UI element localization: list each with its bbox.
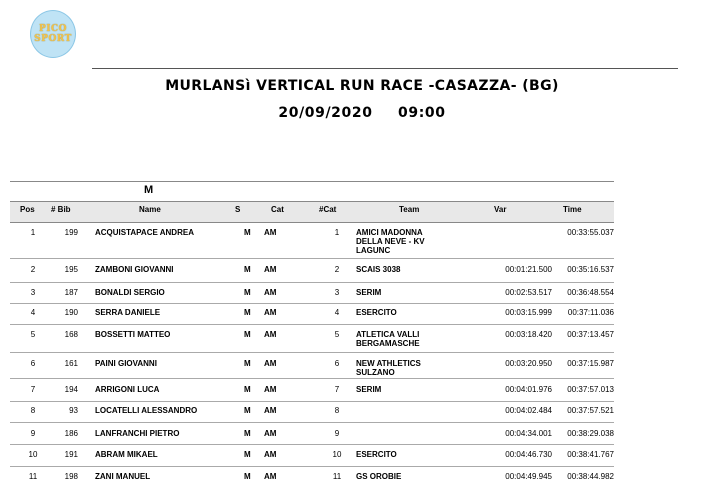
- cell-bib: 93: [69, 406, 78, 415]
- cell-cat: AM: [264, 359, 277, 368]
- cell-time: 00:37:11.036: [567, 308, 614, 317]
- cell-name: ACQUISTAPACE ANDREA: [95, 228, 194, 237]
- logo-line1: PICO: [39, 24, 67, 34]
- cell-pos: 3: [30, 288, 36, 297]
- cell-var: 00:02:53.517: [505, 288, 552, 297]
- cell-cat: AM: [264, 429, 277, 438]
- cell-sex: M: [244, 288, 251, 297]
- cell-var: 00:04:34.001: [505, 429, 552, 438]
- cell-time: 00:37:57.521: [567, 406, 614, 415]
- cell-cat: AM: [264, 450, 277, 459]
- logo-line2: SPORT: [34, 34, 72, 44]
- event-time: 09:00: [398, 105, 446, 121]
- cell-cat: AM: [264, 265, 277, 274]
- cell-time: 00:35:16.537: [567, 265, 614, 274]
- cell-bib: 195: [64, 265, 78, 274]
- team-line: ESERCITO: [356, 308, 397, 317]
- team-line: ESERCITO: [356, 450, 397, 459]
- row-divider: [10, 422, 614, 423]
- cell-sex: M: [244, 385, 251, 394]
- cell-time: 00:37:13.457: [567, 330, 614, 339]
- team-line: SERIM: [356, 288, 382, 297]
- team-line: DELLA NEVE - KV: [356, 237, 425, 246]
- row-divider: [10, 444, 614, 445]
- cell-pos: 10: [28, 450, 38, 459]
- table-header: [10, 201, 614, 223]
- col-bib-header: # Bib: [51, 205, 71, 214]
- row-divider: [10, 258, 614, 259]
- cell-sex: M: [244, 406, 251, 415]
- header-divider: [92, 68, 678, 69]
- team-line: SERIM: [356, 385, 382, 394]
- cell-team: [356, 450, 466, 459]
- col-name-header: Name: [139, 205, 161, 214]
- cell-team: [356, 288, 466, 297]
- cell-bib: 186: [64, 429, 78, 438]
- team-line: GS OROBIE: [356, 472, 402, 481]
- event-datetime: [0, 105, 724, 121]
- cell-catpos: 10: [332, 450, 342, 459]
- row-divider: [10, 401, 614, 402]
- col-pos-header: Pos: [20, 205, 35, 214]
- cell-pos: 4: [30, 308, 36, 317]
- cell-team: [356, 228, 466, 255]
- cell-name: BOSSETTI MATTEO: [95, 330, 171, 339]
- cell-name: LOCATELLI ALESSANDRO: [95, 406, 198, 415]
- cell-time: 00:38:44.982: [567, 472, 614, 481]
- pico-sport-logo: [30, 10, 76, 58]
- cell-pos: 2: [30, 265, 36, 274]
- cell-cat: AM: [264, 228, 277, 237]
- cell-var: 00:03:20.950: [505, 359, 552, 368]
- row-divider: [10, 282, 614, 283]
- cell-name: PAINI GIOVANNI: [95, 359, 157, 368]
- cell-pos: 1: [30, 228, 36, 237]
- cell-sex: M: [244, 450, 251, 459]
- cell-name: LANFRANCHI PIETRO: [95, 429, 180, 438]
- cell-sex: M: [244, 308, 251, 317]
- col-cat-header: Cat: [271, 205, 284, 214]
- cell-bib: 199: [64, 228, 78, 237]
- cell-var: 00:04:02.484: [505, 406, 552, 415]
- cell-pos: 6: [30, 359, 36, 368]
- cell-name: SERRA DANIELE: [95, 308, 161, 317]
- row-divider: [10, 303, 614, 304]
- cell-catpos: 1: [334, 228, 340, 237]
- cell-pos: 5: [30, 330, 36, 339]
- cell-sex: M: [244, 359, 251, 368]
- cell-time: 00:38:29.038: [567, 429, 614, 438]
- cell-catpos: 5: [334, 330, 340, 339]
- cell-var: 00:04:49.945: [505, 472, 552, 481]
- cell-name: ZANI MANUEL: [95, 472, 151, 481]
- cell-catpos: 4: [334, 308, 340, 317]
- team-line: LAGUNC: [356, 246, 391, 255]
- cell-name: ZAMBONI GIOVANNI: [95, 265, 174, 274]
- cell-bib: 190: [64, 308, 78, 317]
- cell-team: [356, 385, 466, 394]
- cell-team: [356, 472, 466, 481]
- cell-cat: AM: [264, 288, 277, 297]
- cell-sex: M: [244, 330, 251, 339]
- cell-cat: AM: [264, 406, 277, 415]
- cell-bib: 198: [64, 472, 78, 481]
- cell-pos: 7: [30, 385, 36, 394]
- cell-time: 00:38:41.767: [567, 450, 614, 459]
- cell-cat: AM: [264, 308, 277, 317]
- cell-cat: AM: [264, 385, 277, 394]
- cell-cat: AM: [264, 330, 277, 339]
- cell-name: ABRAM MIKAEL: [95, 450, 158, 459]
- cell-catpos: 9: [334, 429, 340, 438]
- team-line: AMICI MADONNA: [356, 228, 423, 237]
- cell-pos: 8: [30, 406, 36, 415]
- cell-team: [356, 359, 466, 377]
- cell-team: [356, 330, 466, 348]
- cell-sex: M: [244, 472, 251, 481]
- cell-time: 00:37:57.013: [567, 385, 614, 394]
- col-team-header: Team: [399, 205, 420, 214]
- cell-pos: 11: [28, 472, 38, 481]
- cell-bib: 187: [64, 288, 78, 297]
- cell-time: 00:36:48.554: [567, 288, 614, 297]
- col-catpos-header: #Cat: [319, 205, 337, 214]
- row-divider: [10, 324, 614, 325]
- cell-sex: M: [244, 228, 251, 237]
- cell-pos: 9: [30, 429, 36, 438]
- cell-var: 00:03:15.999: [505, 308, 552, 317]
- team-line: SCAIS 3038: [356, 265, 401, 274]
- cell-bib: 161: [64, 359, 78, 368]
- cell-sex: M: [244, 265, 251, 274]
- section-label: M: [144, 184, 154, 196]
- row-divider: [10, 378, 614, 379]
- team-line: SULZANO: [356, 368, 395, 377]
- cell-time: 00:33:55.037: [567, 228, 614, 237]
- cell-name: BONALDI SERGIO: [95, 288, 165, 297]
- event-title: MURLANSì VERTICAL RUN RACE -CASAZZA- (BG): [165, 78, 559, 94]
- cell-catpos: 3: [334, 288, 340, 297]
- cell-var: 00:04:01.976: [505, 385, 552, 394]
- row-divider: [10, 352, 614, 353]
- section-divider: [10, 181, 614, 182]
- cell-team: [356, 308, 466, 317]
- cell-catpos: 2: [334, 265, 340, 274]
- cell-catpos: 6: [334, 359, 340, 368]
- cell-catpos: 7: [334, 385, 340, 394]
- cell-sex: M: [244, 429, 251, 438]
- col-var-header: Var: [494, 205, 507, 214]
- team-line: ATLETICA VALLI: [356, 330, 420, 339]
- cell-cat: AM: [264, 472, 277, 481]
- cell-bib: 191: [64, 450, 78, 459]
- col-time-header: Time: [563, 205, 582, 214]
- cell-bib: 194: [64, 385, 78, 394]
- cell-var: 00:03:18.420: [505, 330, 552, 339]
- cell-catpos: 11: [332, 472, 342, 481]
- cell-catpos: 8: [334, 406, 340, 415]
- team-line: BERGAMASCHE: [356, 339, 420, 348]
- cell-name: ARRIGONI LUCA: [95, 385, 160, 394]
- cell-var: 00:04:46.730: [505, 450, 552, 459]
- cell-bib: 168: [64, 330, 78, 339]
- row-divider: [10, 466, 614, 467]
- event-date: 20/09/2020: [278, 105, 373, 121]
- team-line: NEW ATHLETICS: [356, 359, 421, 368]
- cell-time: 00:37:15.987: [567, 359, 614, 368]
- col-sex-header: S: [235, 205, 241, 214]
- cell-team: [356, 265, 466, 274]
- cell-var: 00:01:21.500: [505, 265, 552, 274]
